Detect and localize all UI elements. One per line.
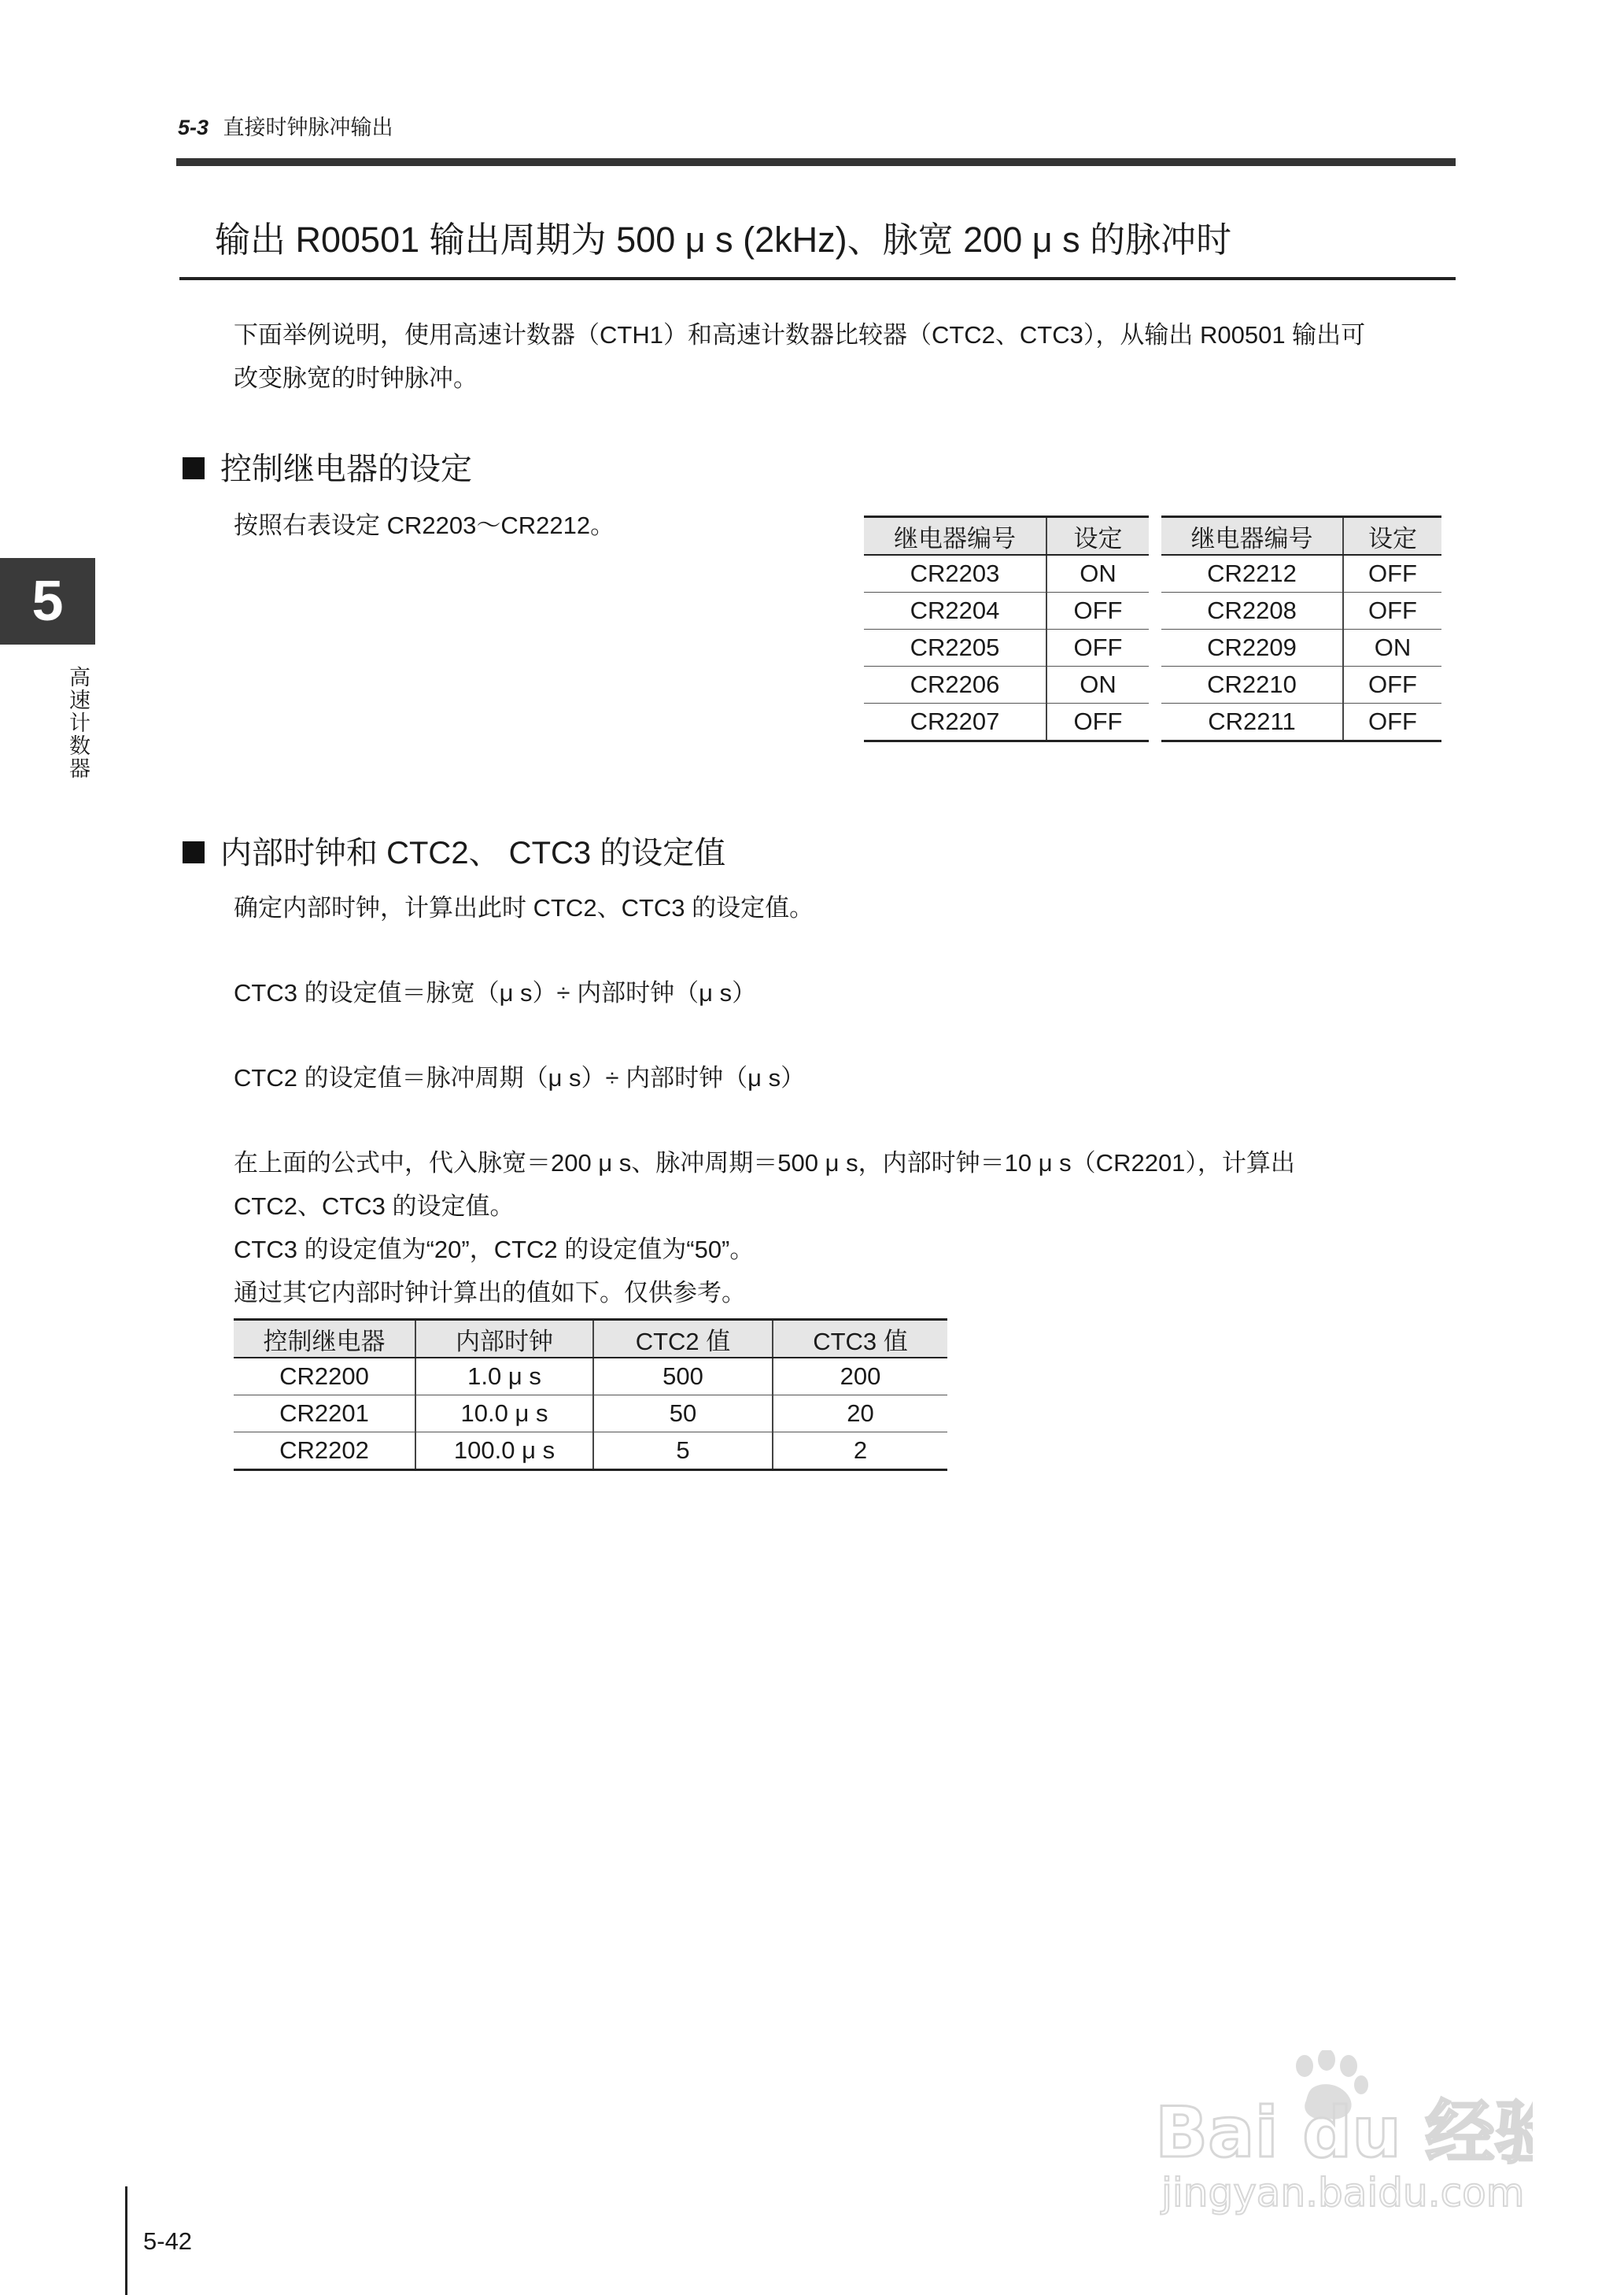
setting-cell: OFF	[1046, 593, 1149, 630]
running-header	[178, 110, 393, 141]
relay-cell: CR2210	[1161, 667, 1343, 704]
header-section-title: 直接时钟脉冲输出	[223, 116, 393, 139]
setting-cell: OFF	[1343, 667, 1441, 704]
chapter-side-label: 高速计数器	[66, 666, 90, 780]
baidu-watermark	[1155, 2050, 1533, 2216]
square-bullet-icon	[183, 841, 205, 863]
page-title: 输出 R00501 输出周期为 500 μ s (2kHz)、脉宽 200 μ s 的脉冲时	[215, 220, 1232, 260]
ctc2-cell: 50	[593, 1395, 773, 1432]
header-section-number: 5-3	[178, 116, 209, 139]
table-row	[864, 555, 1149, 593]
relay-cell: CR2212	[1161, 555, 1343, 593]
table-header: CTC3 值	[773, 1320, 947, 1358]
table-row	[864, 630, 1149, 667]
table-header: 继电器编号	[1161, 517, 1343, 556]
table-row	[864, 667, 1149, 704]
ctc3-cell: 2	[773, 1432, 947, 1470]
table-header: 控制继电器	[234, 1320, 415, 1358]
relay-table-right	[1161, 516, 1441, 742]
intro-paragraph	[234, 313, 1457, 400]
clock-cell: 100.0 μ s	[415, 1432, 593, 1470]
intro-line-2: 改变脉宽的时钟脉冲。	[234, 364, 478, 392]
relay-cell: CR2202	[234, 1432, 415, 1470]
clock-values-table	[234, 1318, 947, 1471]
setting-cell: OFF	[1343, 593, 1441, 630]
table-header: 内部时钟	[415, 1320, 593, 1358]
title-rule	[179, 277, 1456, 280]
intro-line-1: 下面举例说明，使用高速计数器（CTH1）和高速计数器比较器（CTC2、CTC3），从输出 R00501 输出可	[234, 321, 1366, 349]
calc-line-4: 通过其它内部时钟计算出的值如下。仅供参考。	[234, 1279, 746, 1306]
paw-icon	[1155, 2050, 1533, 2216]
setting-cell: OFF	[1343, 555, 1441, 593]
chapter-tab: 5	[0, 558, 95, 645]
table-header: CTC2 值	[593, 1320, 773, 1358]
table-header: 继电器编号	[864, 517, 1046, 556]
table-row	[1161, 667, 1441, 704]
relay-cell: CR2200	[234, 1358, 415, 1395]
setting-cell: ON	[1046, 667, 1149, 704]
table-row	[864, 704, 1149, 741]
setting-cell: OFF	[1343, 704, 1441, 741]
relay-cell: CR2209	[1161, 630, 1343, 667]
setting-cell: OFF	[1046, 630, 1149, 667]
page-number-rule	[125, 2186, 127, 2295]
relay-table-left	[864, 516, 1149, 742]
relay-cell: CR2204	[864, 593, 1046, 630]
section2-intro: 确定内部时钟，计算出此时 CTC2、CTC3 的设定值。	[234, 894, 814, 922]
ctc2-cell: 5	[593, 1432, 773, 1470]
table-header: 设定	[1046, 517, 1149, 556]
relay-cell: CR2206	[864, 667, 1046, 704]
table-row	[1161, 630, 1441, 667]
table-row	[864, 593, 1149, 630]
relay-cell: CR2203	[864, 555, 1046, 593]
relay-cell: CR2205	[864, 630, 1046, 667]
table-row	[1161, 704, 1441, 741]
relay-cell: CR2211	[1161, 704, 1343, 741]
setting-cell: ON	[1343, 630, 1441, 667]
table-row	[1161, 593, 1441, 630]
section-heading-internal-clock	[183, 828, 725, 873]
ctc3-cell: 200	[773, 1358, 947, 1395]
relay-cell: CR2207	[864, 704, 1046, 741]
calc-line-2: CTC2、CTC3 的设定值。	[234, 1192, 515, 1220]
table-row	[1161, 555, 1441, 593]
clock-cell: 10.0 μ s	[415, 1395, 593, 1432]
section1-text: 按照右表设定 CR2203～CR2212。	[234, 512, 615, 539]
watermark-brand: Bai du 经验	[1155, 2092, 1533, 2173]
section-heading-relay-settings	[183, 444, 472, 489]
watermark-url: jingyan.baidu.com	[1161, 2170, 1525, 2216]
table-row	[234, 1395, 947, 1432]
ctc2-cell: 500	[593, 1358, 773, 1395]
ctc3-cell: 20	[773, 1395, 947, 1432]
relay-cell: CR2208	[1161, 593, 1343, 630]
section1-heading-text: 控制继电器的设定	[220, 452, 472, 486]
header-bar	[176, 158, 1456, 166]
calc-line-1: 在上面的公式中，代入脉宽＝200 μ s、脉冲周期＝500 μ s，内部时钟＝10 μ s（CR2201），计算出	[234, 1149, 1295, 1177]
clock-cell: 1.0 μ s	[415, 1358, 593, 1395]
setting-cell: OFF	[1046, 704, 1149, 741]
page-number: 5-42	[143, 2227, 193, 2255]
setting-cell: ON	[1046, 555, 1149, 593]
table-header: 设定	[1343, 517, 1441, 556]
relay-cell: CR2201	[234, 1395, 415, 1432]
table-row	[234, 1358, 947, 1395]
square-bullet-icon	[183, 457, 205, 479]
calculation-paragraph	[234, 1141, 1457, 1314]
formula-ctc3: CTC3 的设定值＝脉宽（μ s）÷ 内部时钟（μ s）	[234, 979, 757, 1007]
calc-line-3: CTC3 的设定值为“20”，CTC2 的设定值为“50”。	[234, 1236, 755, 1263]
section2-heading-text: 内部时钟和 CTC2、 CTC3 的设定值	[220, 836, 726, 870]
table-row	[234, 1432, 947, 1470]
formula-ctc2: CTC2 的设定值＝脉冲周期（μ s）÷ 内部时钟（μ s）	[234, 1064, 806, 1092]
